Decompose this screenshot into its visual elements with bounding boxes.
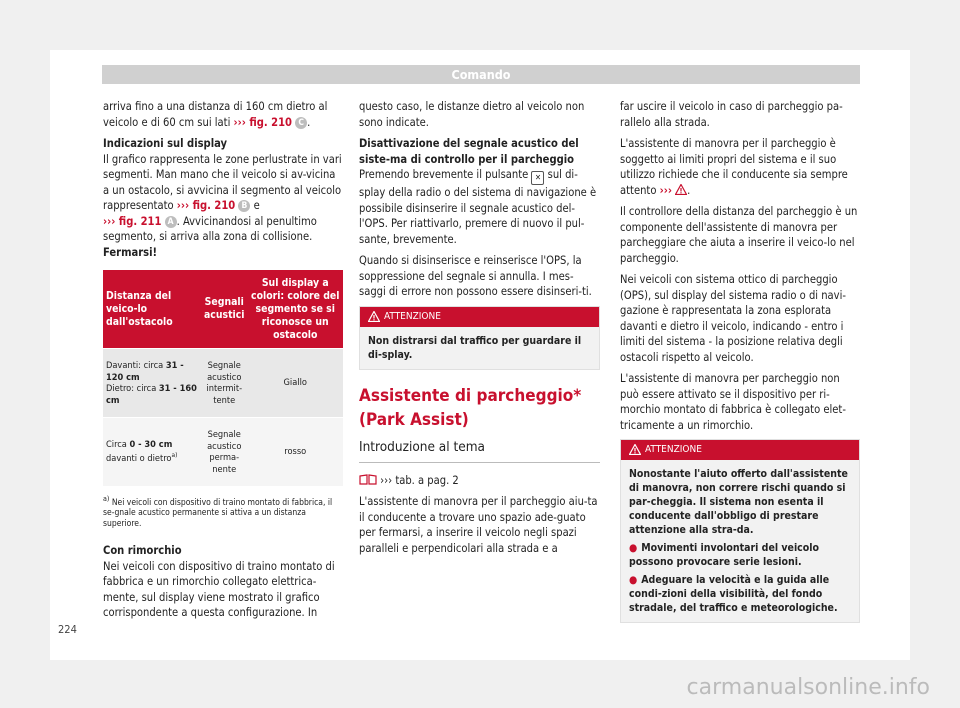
warning-text: Fermarsi!	[103, 245, 158, 259]
section-heading: Disattivazione del segnale acustico del siste-ma di controllo per il parcheggio	[359, 137, 579, 166]
paragraph: Premendo brevemente il pulsante ✕ sul di-splay della radio o del sistema di navigazione è possibile disinserire il segnale acustico del-l'OPS. Per riattivarlo, premere di nuovo il pul-sante, brevemente.	[359, 168, 597, 246]
table-cell: rosso	[247, 418, 343, 487]
paragraph: Nei veicoli con sistema ottico di parcheggio (OPS), sul display del sistema radio o di navi-gazione è rappresentata la zona esplorata davanti e dietro il veicolo, indicando - entro i limiti del sistema - la posizione relativa degli ostacoli rispetto al veicolo.	[620, 273, 846, 364]
book-icon	[359, 474, 377, 485]
paragraph: L'assistente di manovra per parcheggio non può essere attivato se il dispositivo per ri-morchio montato di fabbrica è collegato elet-tricamente a un rimorchio.	[620, 372, 846, 432]
warning-bullet: ● Adeguare la velocità e la guida alle condi-zioni della visibilità, del fondo stradale, del traffico e meteorologiche.	[629, 574, 838, 614]
paragraph: L'assistente di manovra per il parcheggio aiu-ta il conducente a trovare uno spazio ade-guato per fermarsi, a inserire il veicolo negli spazi paralleli e perpendicolari alla strada e a	[359, 495, 598, 555]
table-header: Distanza del veico-lo dall'ostacolo	[103, 270, 201, 349]
warning-header	[360, 307, 599, 327]
tab-reference	[359, 473, 600, 489]
warning-link[interactable]: ›››	[659, 183, 672, 197]
table-row	[103, 349, 343, 418]
warning-triangle-icon	[675, 184, 687, 195]
column-1	[103, 99, 343, 627]
page-header	[102, 65, 860, 84]
warning-box	[359, 306, 600, 370]
paragraph: Il grafico rappresenta le zone perlustrate in vari segmenti. Man mano che il veicolo si av-vicina a un ostacolo, si avvicina il segmento al veicolo rappresentato ››› fig. 210 B e ››› fig. 211 A . Avvicinandosi al penultimo segmento, si arriva alla zona di collisione. Fermarsi!	[103, 152, 342, 259]
distance-table	[103, 270, 343, 486]
warning-body: Non distrarsi dal traffico per guardare il di-splay.	[360, 327, 599, 369]
table-cell: Davanti: circa 31 - 120 cm Dietro: circa 31 - 160 cm	[103, 349, 201, 418]
table-header: Sul display a colori: colore del segmento se si riconosce un ostacolo	[247, 270, 343, 349]
paragraph: Il controllore della distanza del parcheggio è un componente dell'assistente di manovra per parcheggiare che aiuta a inserire il veico-lo nel parcheggio.	[620, 205, 858, 265]
table-header-row	[103, 270, 343, 349]
section-heading: Con rimorchio	[103, 544, 182, 558]
paragraph: L'assistente di manovra per il parcheggio è soggetto ai limiti propri del sistema e il suo utilizzo richiede che il conducente sia sempre attento ››› .	[620, 137, 848, 197]
chapter-heading: Assistente di parcheggio* (Park Assist)	[359, 385, 582, 430]
manual-page	[50, 50, 910, 660]
figure-link[interactable]: ››› fig. 210	[176, 199, 236, 212]
figure-link[interactable]: ››› fig. 210	[233, 115, 292, 129]
paragraph: far uscire il veicolo in caso di parcheggio pa-rallelo alla strada.	[620, 100, 843, 129]
page-number: 224	[58, 623, 77, 636]
table-cell: Giallo	[247, 349, 343, 418]
paragraph: arriva fino a una distanza di 160 cm dietro al veicolo e di 60 cm sui lati ››› fig. 210 C .	[103, 100, 328, 129]
warning-box	[620, 439, 860, 623]
header-title: Comando	[451, 67, 511, 82]
warning-title: ATTENZIONE	[645, 444, 702, 455]
warning-triangle-icon	[629, 444, 641, 455]
table-cell: Segnale acustico intermit-tente	[201, 349, 247, 418]
callout-b: B	[238, 200, 250, 212]
table-cell: Circa 0 - 30 cm davanti o dietro$^{a)}$	[103, 418, 201, 487]
tab-link[interactable]: ››› tab. a pag. 2	[380, 473, 459, 487]
warning-header	[621, 440, 859, 460]
watermark: carmanualsonline.info	[686, 675, 930, 700]
warning-triangle-icon	[368, 311, 380, 322]
footnote: $^{a)}$ Nei veicoli con dispositivo di traino montato di fabbrica, il se-gnale acustico permanente si attiva a un distanza superiore.	[103, 494, 333, 529]
paragraph: Quando si disinserisce e reinserisce l'OPS, la soppressione del segnale si annulla. I mes-saggi di errore non possono essere disinseri-ti.	[359, 254, 592, 298]
figure-link[interactable]: ››› fig. 211	[103, 214, 162, 228]
section-heading: Indicazioni sul display	[103, 137, 228, 150]
column-2	[359, 99, 600, 562]
column-3	[620, 99, 860, 637]
warning-bullet: ● Movimenti involontari del veicolo possono provocare serie lesioni.	[629, 542, 819, 568]
warning-title: ATTENZIONE	[384, 310, 441, 322]
table-cell: Segnale acustico perma-nente	[201, 418, 247, 487]
paragraph: Nei veicoli con dispositivo di traino montato di fabbrica e un rimorchio collegato elettrica-mente, sul display viene mostrato il grafico corrispondente a questa configurazione. In	[103, 559, 335, 620]
warning-text: Nonostante l'aiuto offerto dall'assistente di manovra, non correre rischi quando si par-cheggia. Il sistema non esenta il conducente dall'obbligo di prestare attenzione alla stra-da.	[629, 468, 848, 536]
callout-c: C	[295, 117, 307, 129]
speaker-mute-icon: ✕	[531, 171, 544, 185]
paragraph: questo caso, le distanze dietro al veicolo non sono indicate.	[359, 100, 585, 129]
callout-a: A	[165, 216, 177, 228]
warning-body	[621, 460, 859, 622]
table-header: Segnali acustici	[201, 270, 247, 349]
table-row	[103, 418, 343, 487]
subsection-heading: Introduzione al tema	[359, 438, 600, 463]
